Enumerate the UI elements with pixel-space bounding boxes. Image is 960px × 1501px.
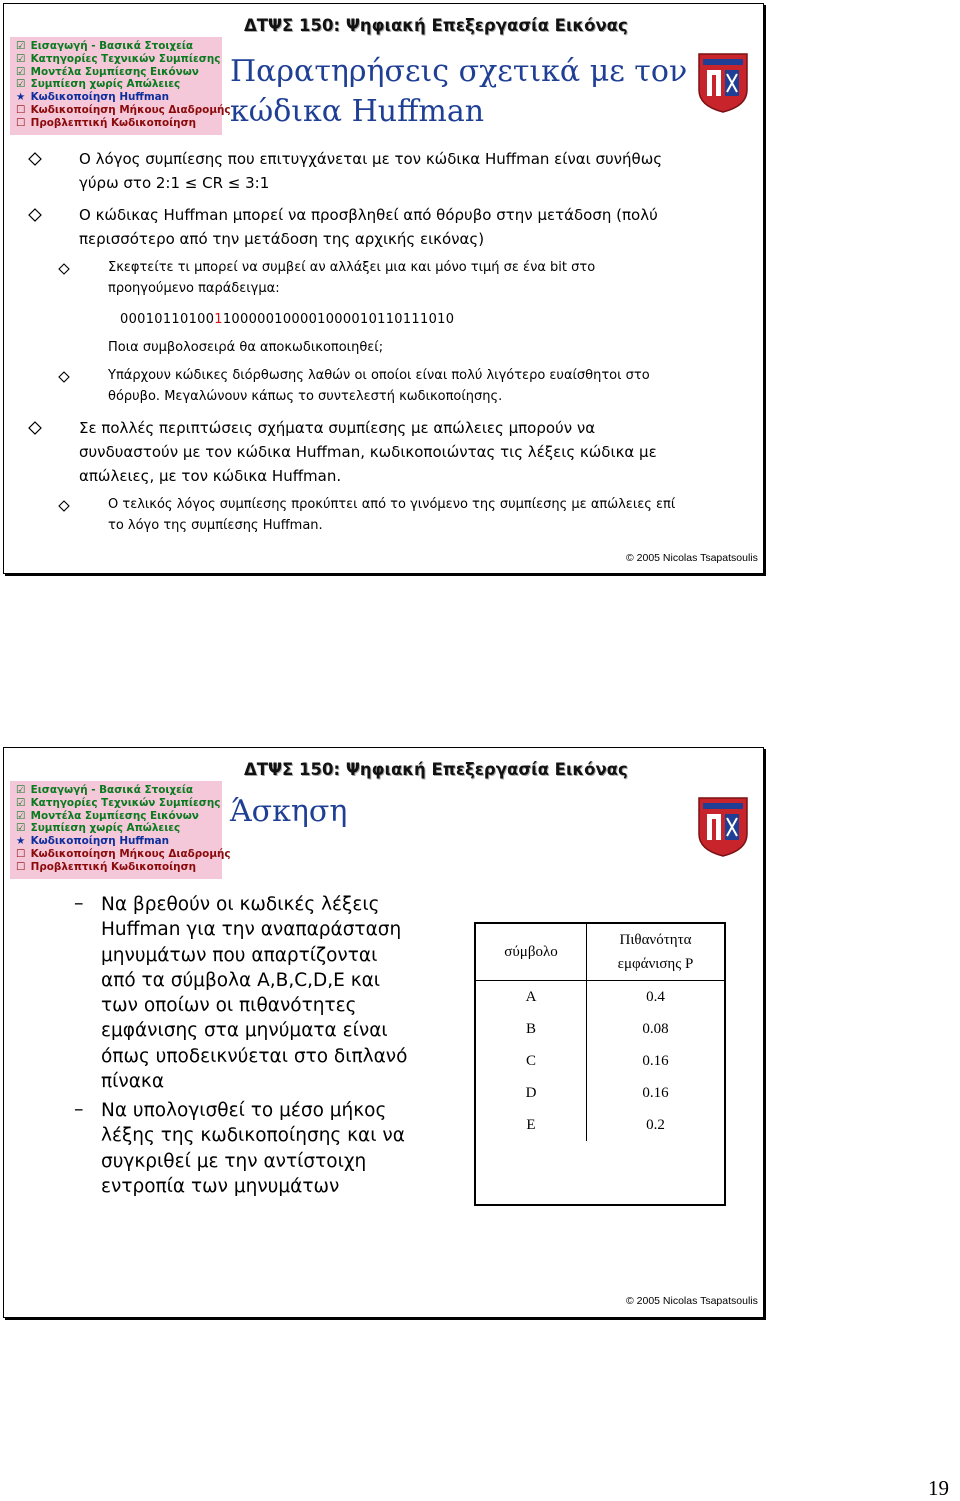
text-line: προηγούμενο παράδειγμα: [108, 281, 280, 296]
flipped-bit: 1 [214, 312, 223, 327]
nav-item-current: ★ Κωδικοποίηση Huffman [16, 835, 170, 848]
text-line: Ο κώδικας Huffman μπορεί να προσβληθεί από θόρυβο στην μετάδοση (πολύ [79, 206, 658, 224]
text-line: γύρω στο 2:1 ≤ CR ≤ 3:1 [79, 174, 270, 192]
text-line: Huffman για την αναπαράσταση [101, 919, 402, 941]
topic-nav-panel [10, 781, 231, 879]
text-line: εμφάνισης στα μηνύματα είναι [101, 1020, 388, 1042]
diamond-bullet-icon [28, 421, 42, 435]
dash-bullet: – [74, 1098, 84, 1120]
text-line: λέξης της κωδικοποίησης και να [101, 1125, 405, 1147]
diamond-bullet-icon [58, 371, 70, 383]
diamond-bullet-icon [58, 500, 70, 512]
text-line: απώλειες, με τον κώδικα Huffman. [79, 467, 342, 485]
diamond-bullet-icon [28, 208, 42, 222]
title-line: κώδικα Huffman [230, 94, 485, 129]
text-line: συνδυαστούν με τον κώδικα Huffman, κωδικοποιώντας τις λέξεις κώδικα με [79, 443, 657, 461]
text-line: Να βρεθούν οι κωδικές λέξεις [101, 894, 380, 915]
nav-item: ☑ Συμπίεση χωρίς Απώλειες [16, 78, 181, 91]
course-header: ΔΤΨΣ 150: Ψηφιακή Επεξεργασία Εικόνας [244, 16, 628, 35]
nav-item: ☐ Προβλεπτική Κωδικοποίηση [16, 116, 197, 129]
sub-paragraph [108, 257, 748, 299]
nav-item: ☑ Εισαγωγή - Βασικά Στοιχεία [16, 784, 194, 796]
sub-paragraph [108, 494, 748, 536]
table-row: A 0.4 [476, 981, 724, 1014]
question-text: Ποια συμβολοσειρά θα αποκωδικοποιηθεί; [108, 340, 384, 355]
nav-item: ☑ Εισαγωγή - Βασικά Στοιχεία [16, 40, 194, 52]
text-line: όπως υποδεικνύεται στο διπλανό [101, 1045, 408, 1067]
table-row: C 0.16 [476, 1045, 724, 1077]
nav-item: ☑ Συμπίεση χωρίς Απώλειες [16, 822, 181, 835]
column-header-probability: Πιθανότητα εμφάνισης P [587, 924, 725, 981]
table-row: E 0.2 [476, 1109, 724, 1141]
text-line: πίνακα [101, 1071, 165, 1093]
nav-item-current: ★ Κωδικοποίηση Huffman [16, 91, 170, 104]
exercise-item-2 [101, 1098, 431, 1199]
university-logo-icon [697, 796, 749, 858]
dash-bullet: – [74, 892, 84, 914]
slide-2 [3, 747, 764, 1318]
diamond-bullet-icon [58, 263, 70, 275]
text-line: μηνυμάτων που απαρτίζονται [101, 944, 378, 966]
bit-sequence: 000101101001100000100001000010110111010 [120, 312, 455, 327]
nav-item: ☑ Μοντέλα Συμπίεσης Εικόνων [16, 809, 199, 822]
university-logo-icon [697, 52, 749, 114]
text-line: Σκεφτείτε τι μπορεί να συμβεί αν αλλάξει μια και μόνο τιμή σε ένα bit στο [108, 260, 596, 275]
text-line: συγκριθεί με την αντίστοιχη [101, 1150, 367, 1172]
title-line: Παρατηρήσεις σχετικά με τον [230, 54, 688, 89]
table-row: B 0.08 [476, 1013, 724, 1045]
exercise-item-1 [101, 892, 431, 1094]
nav-item: ☐ Προβλεπτική Κωδικοποίηση [16, 860, 197, 873]
course-header: ΔΤΨΣ 150: Ψηφιακή Επεξεργασία Εικόνας [244, 760, 628, 779]
nav-item: ☐ Κωδικοποίηση Μήκους Διαδρομής [16, 103, 231, 116]
text-line: εντροπία των μηνυμάτων [101, 1175, 340, 1197]
text-line: Ο λόγος συμπίεσης που επιτυγχάνεται με τον κώδικα Huffman είναι συνήθως [79, 150, 663, 168]
copyright-footer: © 2005 Nicolas Tsapatsoulis [626, 552, 758, 564]
diamond-bullet-icon [28, 152, 42, 166]
text-line: το λόγο της συμπίεσης Huffman. [108, 518, 323, 533]
topic-nav-panel [10, 37, 231, 135]
text-line: Να υπολογισθεί το μέσο μήκος [101, 1100, 387, 1121]
probability-table [474, 922, 726, 1206]
sub-paragraph [108, 365, 748, 407]
nav-item: ☑ Κατηγορίες Τεχνικών Συμπίεσης [16, 52, 221, 65]
column-header-symbol: σύμβολο [476, 924, 587, 981]
table-row: D 0.16 [476, 1077, 724, 1109]
text-line: Σε πολλές περιπτώσεις σχήματα συμπίεσης με απώλειες μπορούν να [79, 419, 596, 437]
slide-title: Άσκηση [230, 794, 348, 829]
text-line: Ο τελικός λόγος συμπίεσης προκύπτει από το γινόμενο της συμπίεσης με απώλειες επί [108, 497, 676, 512]
text-line: των οποίων οι πιθανότητες [101, 995, 357, 1017]
text-line: θόρυβο. Μεγαλώνουν κάπως το συντελεστή κωδικοποίησης. [108, 389, 503, 404]
text-line: Υπάρχουν κώδικες διόρθωσης λαθών οι οποίοι είναι πολύ λιγότερο ευαίσθητοι στο [108, 368, 650, 383]
paragraph [79, 416, 749, 488]
nav-item: ☑ Κατηγορίες Τεχνικών Συμπίεσης [16, 796, 221, 809]
paragraph [79, 203, 749, 251]
copyright-footer: © 2005 Nicolas Tsapatsoulis [626, 1295, 758, 1307]
nav-item: ☐ Κωδικοποίηση Μήκους Διαδρομής [16, 847, 231, 860]
nav-item: ☑ Μοντέλα Συμπίεσης Εικόνων [16, 65, 199, 78]
slide-1 [3, 3, 764, 574]
text-line: από τα σύμβολα A,B,C,D,E και [101, 969, 381, 991]
page-number: 19 [928, 1476, 949, 1500]
paragraph [79, 147, 749, 195]
text-line: περισσότερο από την μετάδοση της αρχικής εικόνας) [79, 230, 485, 248]
slide-title [230, 52, 687, 132]
